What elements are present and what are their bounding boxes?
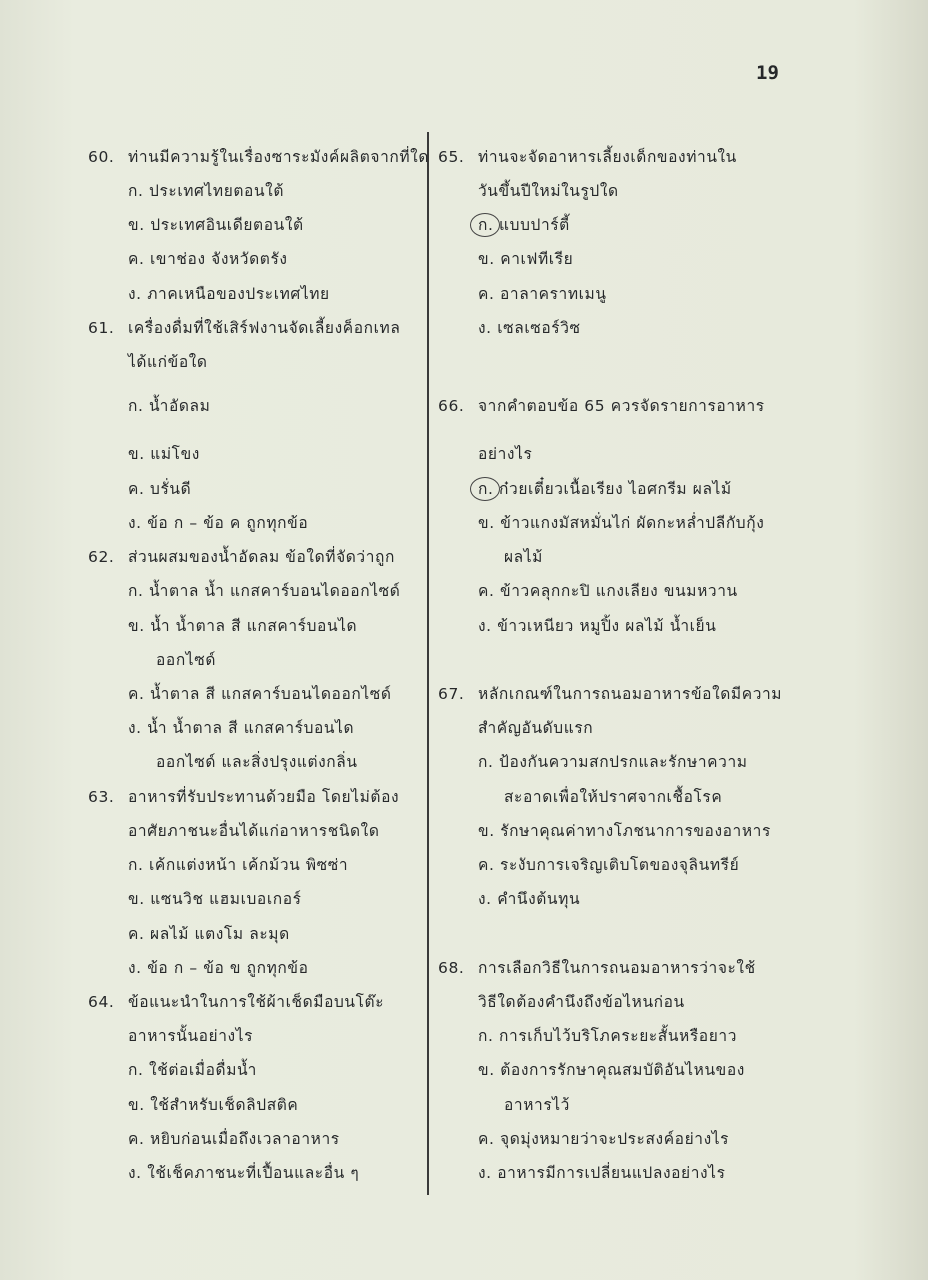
q60-option-d: ง. ภาคเหนือของประเทศไทย <box>128 285 330 303</box>
question-number-65: 65. <box>438 148 465 166</box>
question-number-61: 61. <box>88 319 115 337</box>
question-number-66: 66. <box>438 397 465 415</box>
q63-option-b: ข. แซนวิช แฮมเบอเกอร์ <box>128 890 302 908</box>
q60-option-b: ข. ประเทศอินเดียตอนใต้ <box>128 216 304 234</box>
q62-option-a: ก. น้ำตาล น้ำ แกสคาร์บอนไดออกไซด์ <box>128 582 401 600</box>
question-number-67: 67. <box>438 685 465 703</box>
q65-option-a: ก. แบบปาร์ตี้ <box>478 216 570 234</box>
q67-option-a-cont: สะอาดเพื่อให้ปราศจากเชื้อโรค <box>504 788 723 806</box>
column-divider <box>427 132 429 1195</box>
q68-option-b: ข. ต้องการรักษาคุณสมบัติอันไหนของ <box>478 1061 745 1079</box>
q67-option-a: ก. ป้องกันความสกปรกและรักษาความ <box>478 753 748 771</box>
question-61-text-cont: ได้แก่ข้อใด <box>128 353 208 371</box>
q67-option-b: ข. รักษาคุณค่าทางโภชนาการของอาหาร <box>478 822 771 840</box>
q63-option-a: ก. เค้กแต่งหน้า เค้กม้วน พิซซ่า <box>128 856 349 874</box>
q62-option-b: ข. น้ำ น้ำตาล สี แกสคาร์บอนได <box>128 617 358 635</box>
q61-option-c: ค. บรั่นดี <box>128 480 192 498</box>
q65-option-c: ค. อาลาคราทเมนู <box>478 285 607 303</box>
q66-option-b: ข. ข้าวแกงมัสหมั่นไก่ ผัดกะหล่ำปลีกับกุ้ง <box>478 514 765 532</box>
question-60-text: ท่านมีความรู้ในเรื่องซาระมังค์ผลิตจากที่ใด <box>128 148 430 166</box>
q64-option-a: ก. ใช้ต่อเมื่อดื่มน้ำ <box>128 1061 257 1079</box>
q61-option-b: ข. แม่โขง <box>128 445 200 463</box>
question-67-text-cont: สำคัญอันดับแรก <box>478 719 594 737</box>
q64-option-d: ง. ใช้เช็คภาชนะที่เปื้อนและอื่น ๆ <box>128 1164 360 1182</box>
q68-option-a: ก. การเก็บไว้บริโภคระยะสั้นหรือยาว <box>478 1027 738 1045</box>
question-65-text-cont: วันขึ้นปีใหม่ในรูปใด <box>478 182 619 200</box>
q67-option-d: ง. คำนึงต้นทุน <box>478 890 581 908</box>
q61-option-d: ง. ข้อ ก – ข้อ ค ถูกทุกข้อ <box>128 514 309 532</box>
q66-option-b-cont: ผลไม้ <box>504 548 543 566</box>
q62-option-b-cont: ออกไซด์ <box>156 651 216 669</box>
q63-option-c: ค. ผลไม้ แตงโม ละมุด <box>128 925 290 943</box>
q60-option-c: ค. เขาช่อง จังหวัดตรัง <box>128 250 288 268</box>
q62-option-d: ง. น้ำ น้ำตาล สี แกสคาร์บอนได <box>128 719 355 737</box>
question-62-text: ส่วนผสมของน้ำอัดลม ข้อใดที่จัดว่าถูก <box>128 548 395 566</box>
question-68-text: การเลือกวิธีในการถนอมอาหารว่าจะใช้ <box>478 959 756 977</box>
q60-option-a: ก. ประเทศไทยตอนใต้ <box>128 182 284 200</box>
q64-option-c: ค. หยิบก่อนเมื่อถึงเวลาอาหาร <box>128 1130 340 1148</box>
question-63-text-cont: อาศัยภาชนะอื่นได้แก่อาหารชนิดใด <box>128 822 380 840</box>
question-64-text-cont: อาหารนั้นอย่างไร <box>128 1027 254 1045</box>
q63-option-d: ง. ข้อ ก – ข้อ ข ถูกทุกข้อ <box>128 959 309 977</box>
question-61-text: เครื่องดื่มที่ใช้เสิร์ฟงานจัดเลี้ยงค็อกเทล <box>128 319 401 337</box>
q68-option-d: ง. อาหารมีการเปลี่ยนแปลงอย่างไร <box>478 1164 726 1182</box>
question-63-text: อาหารที่รับประทานด้วยมือ โดยไม่ต้อง <box>128 788 400 806</box>
question-number-64: 64. <box>88 993 115 1011</box>
question-number-68: 68. <box>438 959 465 977</box>
q68-option-b-cont: อาหารไว้ <box>504 1096 570 1114</box>
q66-option-d: ง. ข้าวเหนียว หมูปิ้ง ผลไม้ น้ำเย็น <box>478 617 717 635</box>
question-64-text: ข้อแนะนำในการใช้ผ้าเช็ดมือบนโต๊ะ <box>128 993 385 1011</box>
q62-option-d-cont: ออกไซด์ และสิ่งปรุงแต่งกลิ่น <box>156 753 358 771</box>
question-number-62: 62. <box>88 548 115 566</box>
question-66-text: จากคำตอบข้อ 65 ควรจัดรายการอาหาร <box>478 397 765 415</box>
q65-option-d: ง. เซลเซอร์วิซ <box>478 319 581 337</box>
q66-option-a: ก. ก๋วยเตี๋ยวเนื้อเรียง ไอศกรีม ผลไม้ <box>478 480 732 498</box>
question-67-text: หลักเกณฑ์ในการถนอมอาหารข้อใดมีความ <box>478 685 783 703</box>
q61-option-a: ก. น้ำอัดลม <box>128 397 211 415</box>
question-number-63: 63. <box>88 788 115 806</box>
q62-option-c: ค. น้ำตาล สี แกสคาร์บอนไดออกไซด์ <box>128 685 392 703</box>
q66-option-c: ค. ข้าวคลุกกะปิ แกงเลียง ขนมหวาน <box>478 582 738 600</box>
question-68-text-cont: วิธีใดต้องคำนึงถึงข้อไหนก่อน <box>478 993 685 1011</box>
question-66-text-cont: อย่างไร <box>478 445 533 463</box>
q64-option-b: ข. ใช้สำหรับเช็ดลิปสติค <box>128 1096 299 1114</box>
q67-option-c: ค. ระงับการเจริญเติบโตของจุลินทรีย์ <box>478 856 740 874</box>
question-number-60: 60. <box>88 148 115 166</box>
page-number: 19 <box>756 62 779 84</box>
q65-option-b: ข. คาเฟทีเรีย <box>478 250 574 268</box>
question-65-text: ท่านจะจัดอาหารเลี้ยงเด็กของท่านใน <box>478 148 737 166</box>
q68-option-c: ค. จุดมุ่งหมายว่าจะประสงค์อย่างไร <box>478 1130 730 1148</box>
